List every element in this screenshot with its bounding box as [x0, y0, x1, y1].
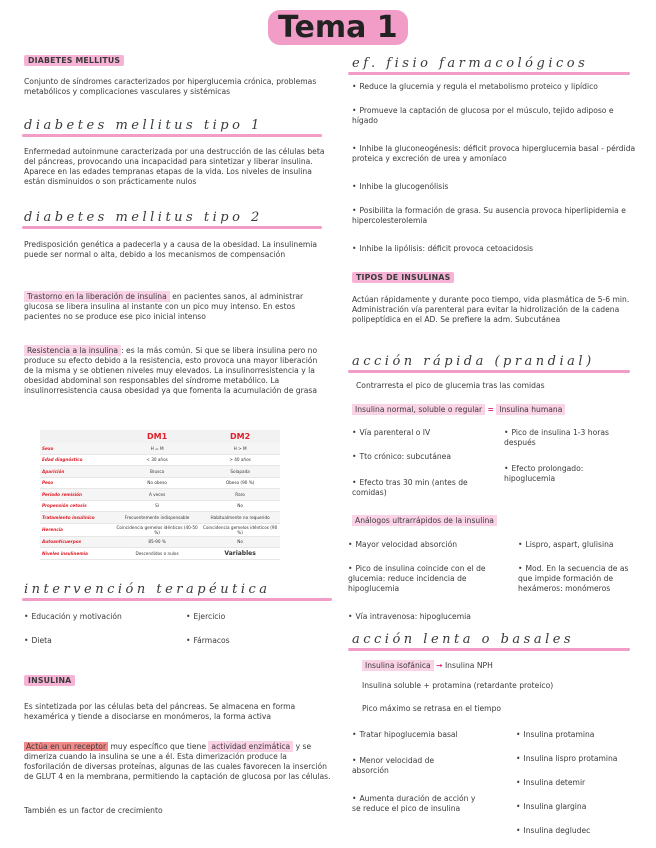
resistencia-para [24, 346, 329, 396]
tipo2-heading: diabetes mellitus tipo 2 [24, 210, 263, 225]
trastorno-label: Trastorno en la liberación de insulina [24, 291, 170, 302]
tipos-text: Actúan rápidamente y durante poco tiempo, vida plasmática de 5-6 min. Administración vía parenteral para evitar la hidrolización de la cadena polipeptídica en el AD. Se prefiere la adm. Subcutánea [352, 295, 630, 324]
rapida-item: • Vía parenteral o IV [352, 428, 431, 437]
tipo2-text: Predisposición genética a padecerla y a causa de la obesidad. La insulinemia puede ser normal o alta, debido a los mecanismos de compensación [24, 240, 318, 259]
table-row: Propensión cetosis Sí No [40, 500, 280, 512]
rapida-rule [348, 370, 630, 373]
analogos-item: • Mayor velocidad absorción [348, 540, 458, 549]
tipo1-heading: diabetes mellitus tipo 1 [24, 118, 263, 133]
lenta-item: • Aumenta duración de acción y se reduce el pico de insulina [352, 794, 476, 813]
table-row: Sexo H = M H > M [40, 443, 280, 454]
intervencion-heading: intervención terapéutica [24, 582, 271, 597]
dm-text: Conjunto de síndromes caracterizados por hiperglucemia crónica, problemas metabólicos y complicaciones vasculares y sistémicas [24, 77, 317, 96]
ef-heading: ef. fisio farmacológicos [352, 56, 589, 71]
analogos-item: • Vía intravenosa: hipoglucemia [348, 612, 471, 621]
tipo2-rule [22, 226, 322, 229]
intervencion-item: • Dieta [24, 636, 52, 645]
rapida-item: • Pico de insulina 1-3 horas después [504, 428, 609, 447]
lenta-item: • Insulina lispro protamina [516, 754, 618, 763]
lenta-item: • Menor velocidad de absorción [352, 756, 435, 775]
lenta-item: • Insulina glargina [516, 802, 587, 811]
dm-heading: DIABETES MELLITUS [24, 56, 124, 65]
lenta-heading: acción lenta o basales [352, 632, 575, 647]
ef-item: • Posibilita la formación de grasa. Su ausencia provoca hiperlipidemia e hipercolesterolemia [352, 206, 626, 225]
tipo1-rule [22, 134, 322, 137]
table-header [40, 430, 114, 443]
lenta-item: • Insulina protamina [516, 730, 595, 739]
analogos-label: Análogos ultrarrápidos de la insulina [352, 516, 497, 526]
dm-comparison-table-wrap [40, 430, 280, 560]
insulina-receptor-highlight: Actúa en un receptor [26, 742, 107, 751]
analogos-item: • Mod. En la secuencia de as que impide formación de hexámeros: monómeros [518, 564, 629, 593]
intervencion-item: • Ejercicio [186, 612, 226, 621]
intervencion-rule [22, 598, 332, 601]
analogos-item: • Pico de insulina coincide con el de glucemia: reduce incidencia de hipoglucemia [348, 564, 486, 593]
table-row: Edad diagnóstico < 30 años > 40 años [40, 454, 280, 466]
insulina-p3: También es un factor de crecimiento [24, 806, 163, 815]
page-title-wrap [268, 10, 408, 45]
lenta-soluble: Insulina soluble + protamina (retardante proteico) [362, 681, 554, 690]
table-row: Periodo remisión A veces Raro [40, 489, 280, 501]
tipos-heading: TIPOS DE INSULINAS [352, 273, 454, 282]
ef-item: • Promueve la captación de glucosa por el músculo, tejido adiposo e hígado [352, 106, 614, 125]
ef-rule [348, 72, 630, 75]
insulina-p2: Actúa en un receptor muy específico que tiene actividad enzimática y se dimeriza cuando la insulina se une a él. Esta dimerización produce la fosforilación de diversas proteínas, algunas de las cuales favorecen la inserción de GLUT 4 en la membrana, permitiendo la captación de glucosa por las células. [24, 742, 331, 781]
lenta-item: • Insulina degludec [516, 826, 591, 835]
trastorno-para [24, 292, 324, 322]
tipo1-text: Enfermedad autoinmune caracterizada por una destrucción de las células beta del páncreas, provocando una incapacidad para sintetizar y liberar insulina. Aparece en las edades tempranas etapas de la vida. Los niveles de insulina están disminuidos o son prácticamente nulos [24, 147, 325, 186]
insulina-heading: INSULINA [24, 676, 75, 685]
rapida-heading: acción rápida (prandial) [352, 354, 595, 369]
rapida-text: Contrarresta el pico de glucemia tras las comidas [356, 381, 545, 390]
analogos-item: • Lispro, aspart, glulisina [518, 540, 614, 549]
table-row: Autoanticuerpos 85-90 % No [40, 536, 280, 548]
rapida-insulina-line: Insulina normal, soluble o regular = Insulina humana [352, 405, 565, 415]
page-title: Tema 1 [268, 10, 408, 45]
insulina-p1: Es sintetizada por las células beta del páncreas. Se almacena en forma hexamérica y tiende a disociarse en monómeros, la forma activa [24, 702, 296, 721]
intervencion-item: • Fármacos [186, 636, 230, 645]
lenta-rule [348, 648, 630, 651]
lenta-pico: Pico máximo se retrasa en el tiempo [362, 704, 502, 713]
ef-item: • Inhibe la glucogenólisis [352, 182, 449, 191]
resistencia-text: : es la más común. Si que se libera insulina pero no produce su efecto debido a la resistencia, esto provoca una mayor liberación de la misma y se obtienen niveles muy elevados. La insulinorresistencia y la obesidad abdominal son responsables del síndrome metabólico. La insulinorresistencia causa obesidad ya que fomenta la acumulación de grasa [24, 346, 318, 395]
rapida-item: • Efecto prolongado: hipoglucemia [504, 464, 584, 483]
lenta-isofanica-line: Insulina isofánica → Insulina NPH [362, 661, 493, 671]
resistencia-label: Resistencia a la insulina [24, 345, 121, 356]
intervencion-item: • Educación y motivación [24, 612, 122, 621]
table-row: Herencia Coincidencia gemelos idénticos (40-50 %) Coincidencia gemelos idénticos (90 %) [40, 523, 280, 536]
table-row: Niveles insulinemia Descendidos o nulos Variables [40, 548, 280, 560]
ef-item: • Inhibe la gluconeogénesis: déficit provoca hiperglucemia basal - pérdida proteica y excreción de urea y amoníaco [352, 144, 636, 163]
table-row: Aparición Brusca Solapada [40, 466, 280, 478]
dm-comparison-table [40, 430, 280, 560]
rapida-item: • Tto crónico: subcutánea [352, 452, 451, 461]
table-header: DM2 [200, 430, 280, 443]
table-header: DM1 [114, 430, 200, 443]
lenta-item: • Tratar hipoglucemia basal [352, 730, 458, 739]
table-row: Peso No obeso Obeso (90 %) [40, 477, 280, 489]
trastorno-text: en pacientes sanos, al administrar glucosa se libera insulina al instante con un pico muy intenso. En estos pacientes no se produce ese pico inicial intenso [24, 292, 304, 321]
table-row: Tratamiento insulínico Frecuentemente indispensable Habitualmente no requerido [40, 512, 280, 524]
ef-item: • Reduce la glucemia y regula el metabolismo proteico y lipídico [352, 82, 598, 91]
ef-item: • Inhibe la lipólisis: déficit provoca cetoacidosis [352, 244, 534, 253]
rapida-item: • Efecto tras 30 min (antes de comidas) [352, 478, 468, 497]
lenta-item: • Insulina detemir [516, 778, 586, 787]
